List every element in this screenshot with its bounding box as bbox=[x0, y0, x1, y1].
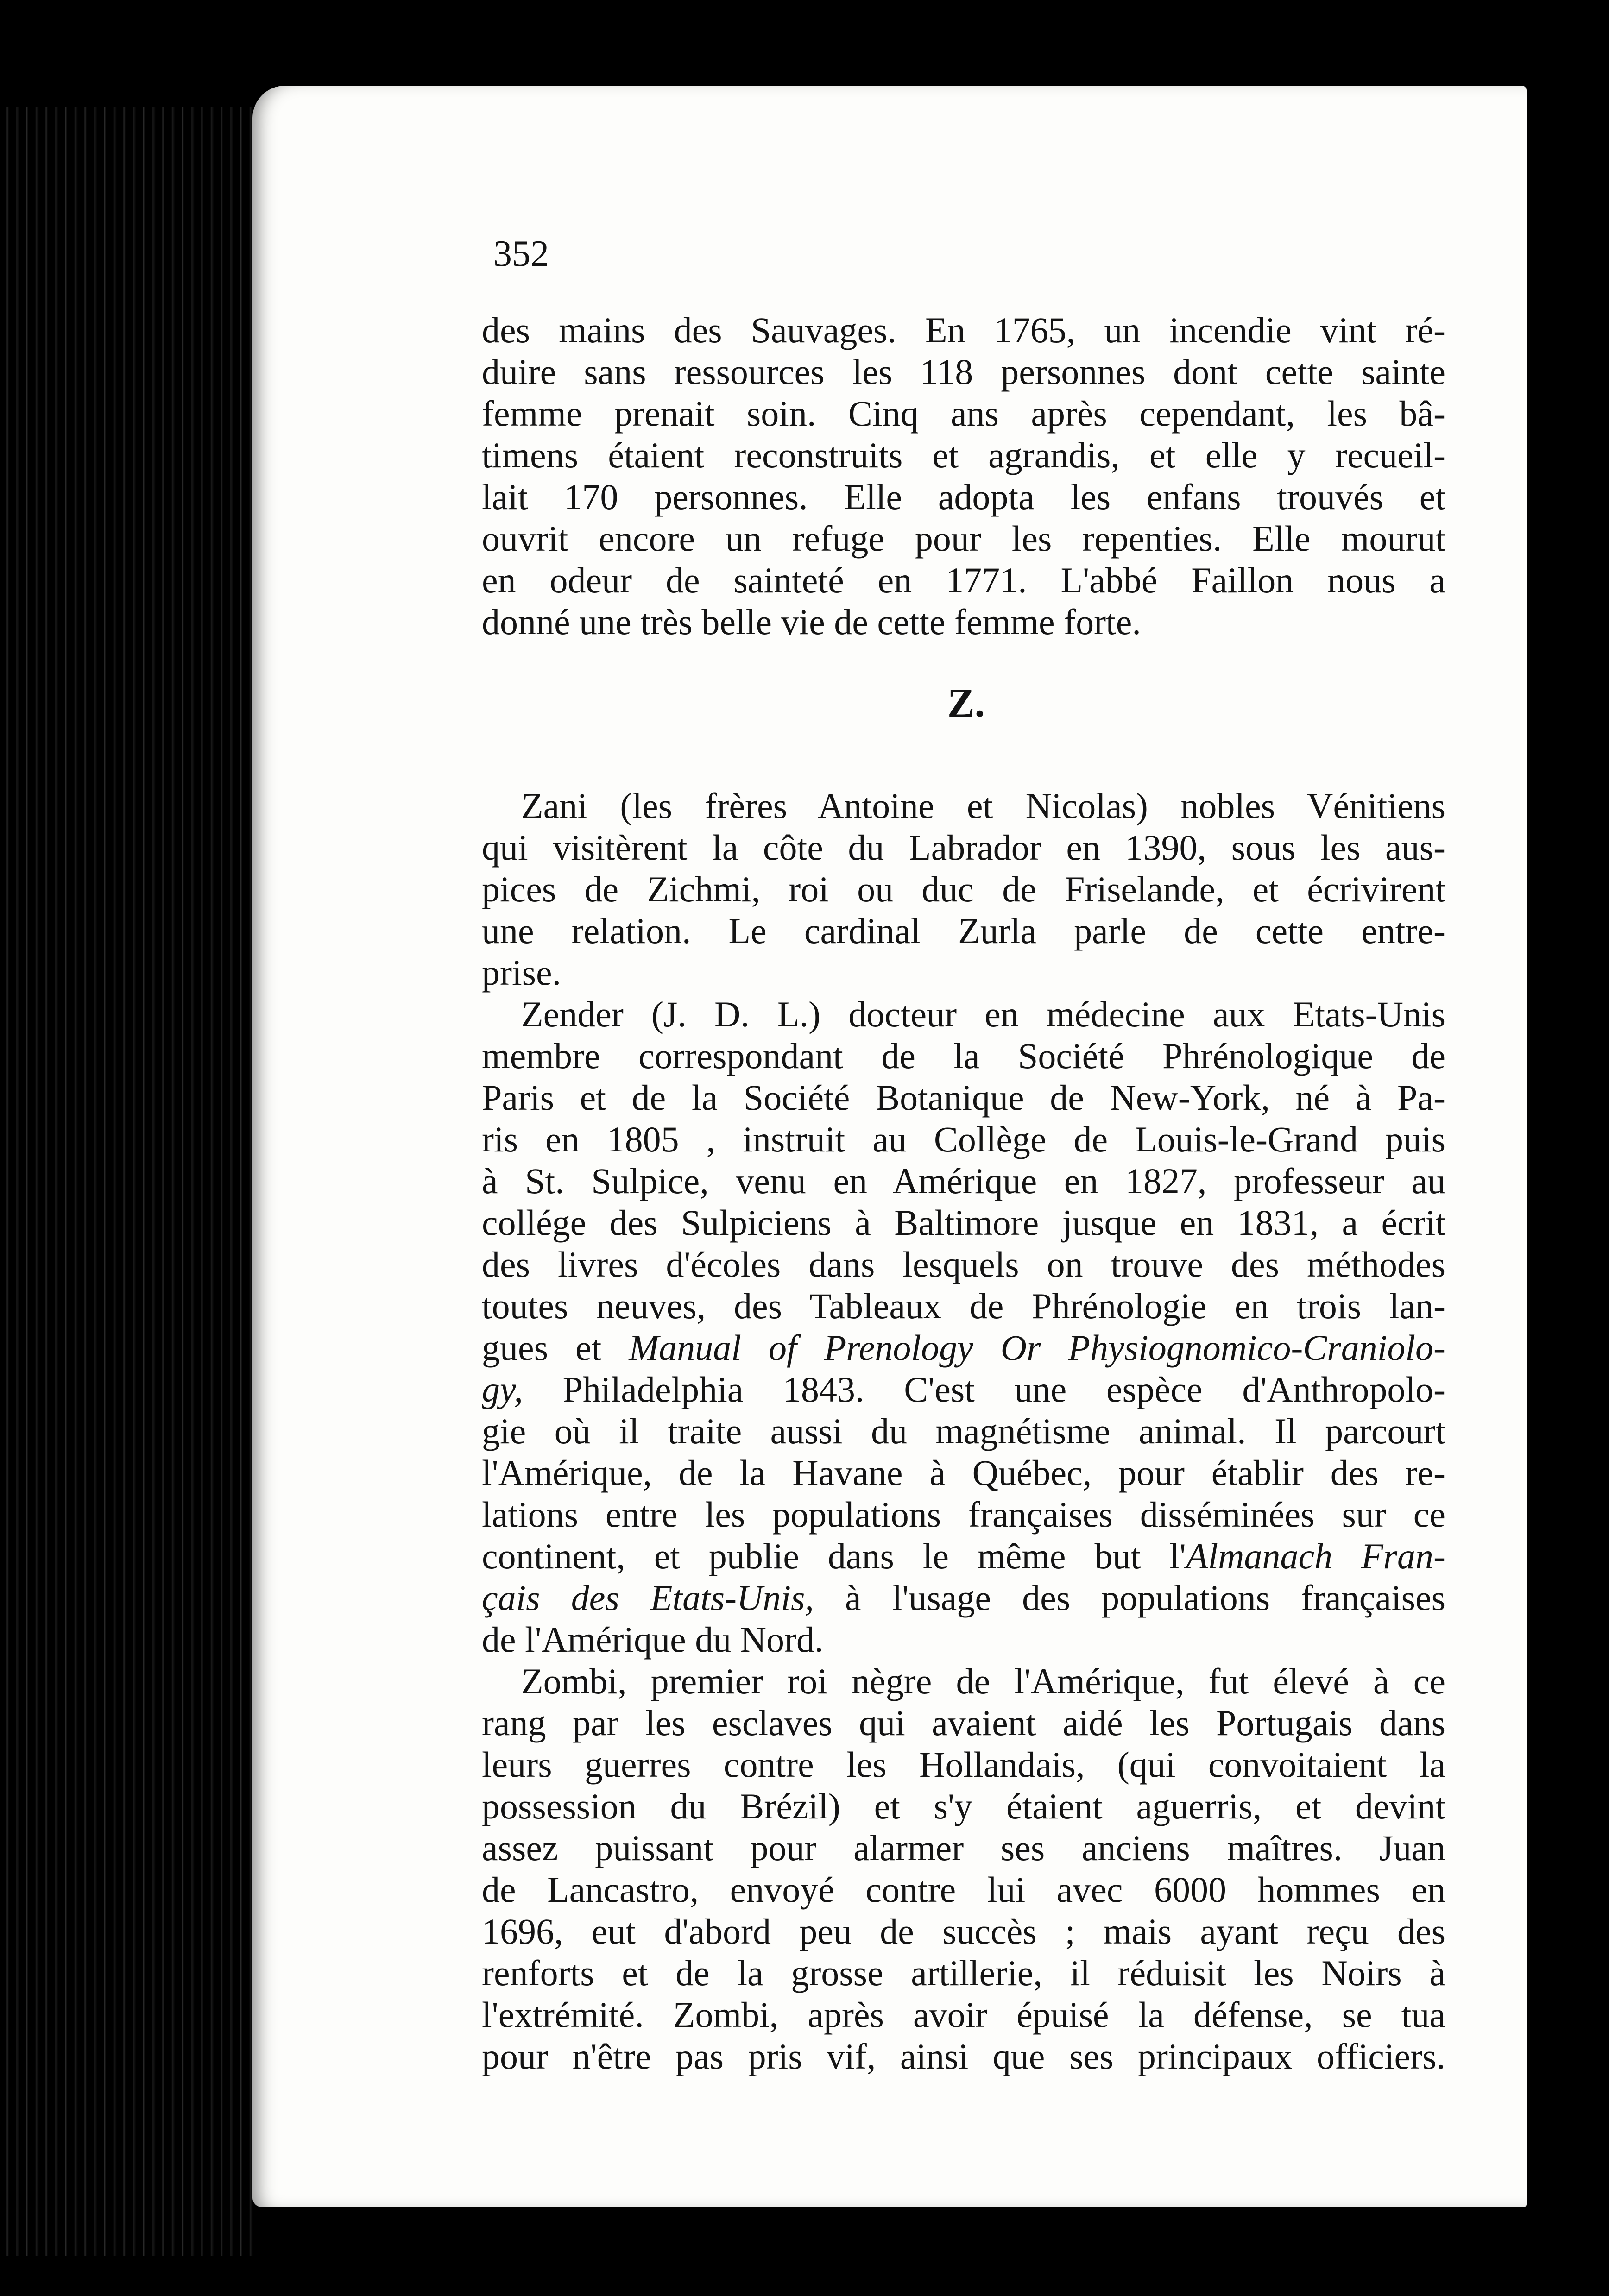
text-line: de Lancastro, envoyé contre lui avec 6000 hommes en bbox=[482, 1869, 1445, 1910]
text-line-mixed bbox=[482, 1369, 1445, 1410]
text-line: une relation. Le cardinal Zurla parle de cette entre- bbox=[482, 911, 1445, 951]
text-line: l'extrémité. Zombi, après avoir épuisé la défense, se tua bbox=[482, 1994, 1445, 2035]
text-line: des mains des Sauvages. En 1765, un incendie vint ré- bbox=[482, 310, 1445, 350]
text-line: renforts et de la grosse artillerie, il réduisit les Noirs à bbox=[482, 1953, 1445, 1993]
text-line: timens étaient reconstruits et agrandis, et elle y recueil- bbox=[482, 435, 1445, 475]
italic-title: çais des Etats-Unis, bbox=[482, 1578, 814, 1618]
text-line: lait 170 personnes. Elle adopta les enfans trouvés et bbox=[482, 477, 1445, 517]
page-number: 352 bbox=[493, 233, 549, 274]
italic-title: Almanach Fran- bbox=[1186, 1536, 1445, 1576]
text-segment: continent, et publie dans le même but l' bbox=[482, 1536, 1186, 1576]
text-line-mixed bbox=[482, 1327, 1445, 1369]
text-line: leurs guerres contre les Hollandais, (qui convoitaient la bbox=[482, 1744, 1445, 1785]
text-line: Zender (J. D. L.) docteur en médecine aux Etats-Unis bbox=[521, 994, 1445, 1034]
text-line: ris en 1805 , instruit au Collège de Louis-le-Grand puis bbox=[482, 1119, 1445, 1159]
text-line: ouvrit encore un refuge pour les repenties. Elle mourut bbox=[482, 518, 1445, 559]
text-line: Zani (les frères Antoine et Nicolas) nobles Vénitiens bbox=[521, 786, 1445, 826]
text-line: pour n'être pas pris vif, ainsi que ses principaux officiers. bbox=[482, 2036, 1445, 2076]
book-gutter-shadow bbox=[0, 107, 259, 2256]
entry-zani bbox=[482, 785, 1445, 994]
italic-title: Manual of Prenology Or Physiognomico-Craniolo- bbox=[629, 1327, 1446, 1368]
text-line: femme prenait soin. Cinq ans après cependant, les bâ- bbox=[482, 393, 1445, 434]
text-segment: à l'usage des populations françaises bbox=[845, 1578, 1446, 1618]
text-line: 1696, eut d'abord peu de succès ; mais ayant reçu des bbox=[482, 1911, 1445, 1951]
text-line: qui visitèrent la côte du Labrador en 1390, sous les aus- bbox=[482, 827, 1445, 868]
text-line: prise. bbox=[482, 952, 562, 993]
text-line-mixed bbox=[482, 1535, 1445, 1577]
text-line: donné une très belle vie de cette femme forte. bbox=[482, 602, 1141, 642]
text-line: en odeur de sainteté en 1771. L'abbé Faillon nous a bbox=[482, 560, 1445, 600]
text-line: pices de Zichmi, roi ou duc de Friselande, et écrivirent bbox=[482, 869, 1445, 909]
text-line: Zombi, premier roi nègre de l'Amérique, fut élevé à ce bbox=[521, 1661, 1445, 1701]
entry-zender bbox=[482, 994, 1445, 1661]
entry-zombi bbox=[482, 1661, 1445, 2077]
text-line: de l'Amérique du Nord. bbox=[482, 1619, 824, 1660]
text-line: lations entre les populations françaises disséminées sur ce bbox=[482, 1494, 1445, 1535]
text-segment: Philadelphia 1843. C'est une espèce d'Anthropolo- bbox=[562, 1369, 1446, 1409]
text-line: toutes neuves, des Tableaux de Phrénologie en trois lan- bbox=[482, 1286, 1445, 1326]
text-line-mixed bbox=[482, 1577, 1445, 1619]
section-heading-letter: Z. bbox=[947, 681, 985, 726]
text-line: Paris et de la Société Botanique de New-York, né à Pa- bbox=[482, 1077, 1445, 1118]
text-line: assez puissant pour alarmer ses anciens maîtres. Juan bbox=[482, 1828, 1445, 1868]
dictionary-entries bbox=[482, 785, 1445, 2077]
text-line: gie où il traite aussi du magnétisme animal. Il parcourt bbox=[482, 1411, 1445, 1451]
text-line: membre correspondant de la Société Phrénologique de bbox=[482, 1036, 1445, 1076]
text-line: possession du Brézil) et s'y étaient aguerris, et devint bbox=[482, 1786, 1445, 1826]
text-line: à St. Sulpice, venu en Amérique en 1827, professeur au bbox=[482, 1161, 1445, 1201]
text-line: l'Amérique, de la Havane à Québec, pour établir des re- bbox=[482, 1453, 1445, 1493]
text-segment: gues et bbox=[482, 1327, 602, 1368]
text-line: collége des Sulpiciens à Baltimore jusque en 1831, a écrit bbox=[482, 1202, 1445, 1243]
text-line: des livres d'écoles dans lesquels on trouve des méthodes bbox=[482, 1244, 1445, 1284]
text-line: duire sans ressources les 118 personnes dont cette sainte bbox=[482, 352, 1445, 392]
text-line: rang par les esclaves qui avaient aidé les Portugais dans bbox=[482, 1703, 1445, 1743]
continuation-paragraph bbox=[482, 309, 1445, 643]
italic-title: gy, bbox=[482, 1369, 523, 1409]
